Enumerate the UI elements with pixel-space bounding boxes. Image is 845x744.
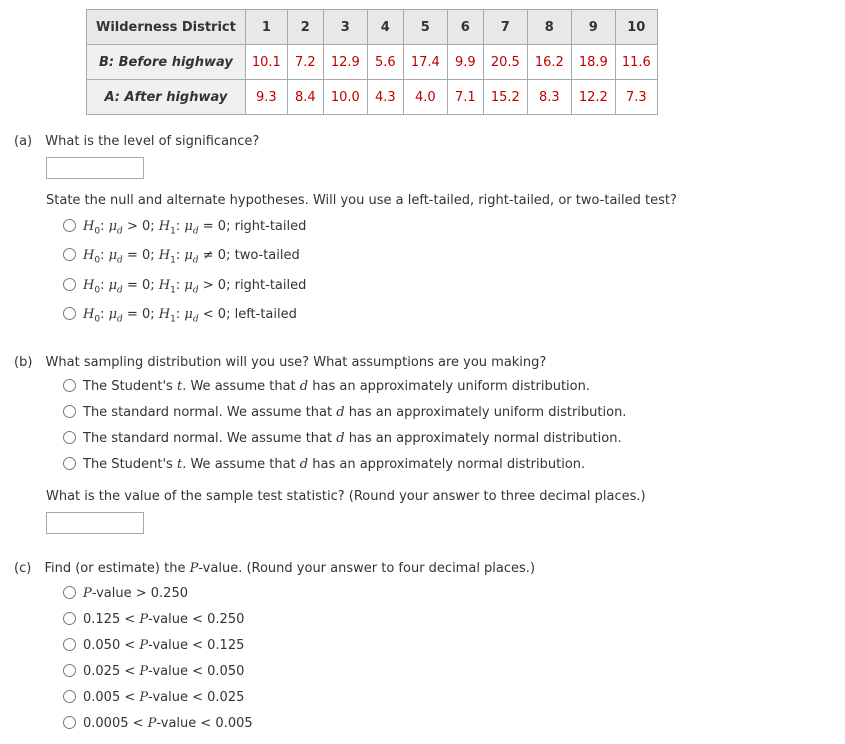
table-cell: 11.6 (615, 45, 657, 80)
table-cell: 2 (287, 10, 323, 45)
radio-button[interactable] (63, 248, 76, 261)
part-a-label: (a) (14, 134, 33, 149)
hypothesis-option-2[interactable]: $H_0$: $\mu_d = 0$; $H_1$: $\mu_d \ne 0$; two-tailed (63, 248, 300, 266)
radio-button[interactable] (63, 638, 76, 651)
table-cell: 20.5 (483, 45, 527, 80)
part-a-question: What is the level of significance? (45, 134, 260, 149)
part-c-question: Find (or estimate) the P-value. (Round your answer to four decimal places.) (44, 561, 536, 576)
table-cell: 12.9 (323, 45, 367, 80)
table-cell: 8 (527, 10, 571, 45)
part-b-question: What sampling distribution will you use? What assumptions are you making? (45, 355, 547, 370)
part-c-label: (c) (14, 561, 32, 576)
table-cell: 4.3 (367, 80, 403, 115)
distribution-option-2[interactable]: The standard normal. We assume that d has an approximately uniform distribution. (63, 405, 626, 420)
radio-button[interactable] (63, 278, 76, 291)
table-cell: 7.2 (287, 45, 323, 80)
table-cell: 7 (483, 10, 527, 45)
radio-button[interactable] (63, 664, 76, 677)
table-cell: 5 (403, 10, 447, 45)
table-cell: 10.1 (245, 45, 287, 80)
pvalue-option-2[interactable]: 0.125 < P-value < 0.250 (63, 612, 244, 627)
hypothesis-option-1[interactable]: $H_0$: $\mu_d > 0$; $H_1$: $\mu_d = 0$; right-tailed (63, 219, 306, 237)
hypothesis-prompt: State the null and alternate hypotheses. Will you use a left-tailed, right-tailed, or two-tailed test? (46, 193, 677, 208)
table-cell: 7.3 (615, 80, 657, 115)
radio-button[interactable] (63, 219, 76, 232)
table-cell: 17.4 (403, 45, 447, 80)
hypothesis-option-3[interactable]: $H_0$: $\mu_d = 0$; $H_1$: $\mu_d > 0$; right-tailed (63, 278, 306, 296)
table-cell: 16.2 (527, 45, 571, 80)
pvalue-option-1[interactable]: P-value > 0.250 (63, 586, 188, 601)
radio-button[interactable] (63, 457, 76, 470)
table-cell: 10.0 (323, 80, 367, 115)
part-b-heading (14, 355, 546, 370)
radio-button[interactable] (63, 307, 76, 320)
pvalue-option-3[interactable]: 0.050 < P-value < 0.125 (63, 638, 244, 653)
distribution-option-3[interactable]: The standard normal. We assume that d has an approximately normal distribution. (63, 431, 622, 446)
radio-button[interactable] (63, 405, 76, 418)
table-cell: 18.9 (571, 45, 615, 80)
radio-button[interactable] (63, 690, 76, 703)
table-cell: 9.3 (245, 80, 287, 115)
table-row-label: A: After highway (87, 80, 246, 115)
radio-button[interactable] (63, 379, 76, 392)
table-header-row (87, 10, 658, 45)
hypothesis-option-4[interactable]: $H_0$: $\mu_d = 0$; $H_1$: $\mu_d < 0$; left-tailed (63, 307, 297, 325)
part-b-label: (b) (14, 355, 33, 370)
table-cell: 3 (323, 10, 367, 45)
pvalue-option-4[interactable]: 0.025 < P-value < 0.050 (63, 664, 244, 679)
table-cell: 4 (367, 10, 403, 45)
table-row-before (87, 45, 658, 80)
radio-button[interactable] (63, 716, 76, 729)
table-row-label: Wilderness District (87, 10, 246, 45)
test-statistic-input[interactable] (46, 512, 144, 534)
table-cell: 9 (571, 10, 615, 45)
distribution-option-1[interactable]: The Student's t. We assume that d has an approximately uniform distribution. (63, 379, 590, 394)
table-cell: 8.4 (287, 80, 323, 115)
statistic-question: What is the value of the sample test statistic? (Round your answer to three decimal places.) (46, 489, 646, 504)
part-a-heading (14, 134, 259, 149)
radio-button[interactable] (63, 586, 76, 599)
significance-input[interactable] (46, 157, 144, 179)
table-cell: 6 (447, 10, 483, 45)
part-c-heading (14, 561, 535, 576)
radio-button[interactable] (63, 431, 76, 444)
table-cell: 10 (615, 10, 657, 45)
distribution-option-4[interactable]: The Student's t. We assume that d has an approximately normal distribution. (63, 457, 585, 472)
table-cell: 1 (245, 10, 287, 45)
radio-button[interactable] (63, 612, 76, 625)
table-cell: 5.6 (367, 45, 403, 80)
table-cell: 15.2 (483, 80, 527, 115)
pvalue-option-6[interactable]: 0.0005 < P-value < 0.005 (63, 716, 253, 731)
data-table (86, 9, 658, 115)
table-cell: 12.2 (571, 80, 615, 115)
table-cell: 8.3 (527, 80, 571, 115)
table-row-after (87, 80, 658, 115)
table-row-label: B: Before highway (87, 45, 246, 80)
table-cell: 9.9 (447, 45, 483, 80)
table-cell: 4.0 (403, 80, 447, 115)
pvalue-option-5[interactable]: 0.005 < P-value < 0.025 (63, 690, 244, 705)
table-cell: 7.1 (447, 80, 483, 115)
